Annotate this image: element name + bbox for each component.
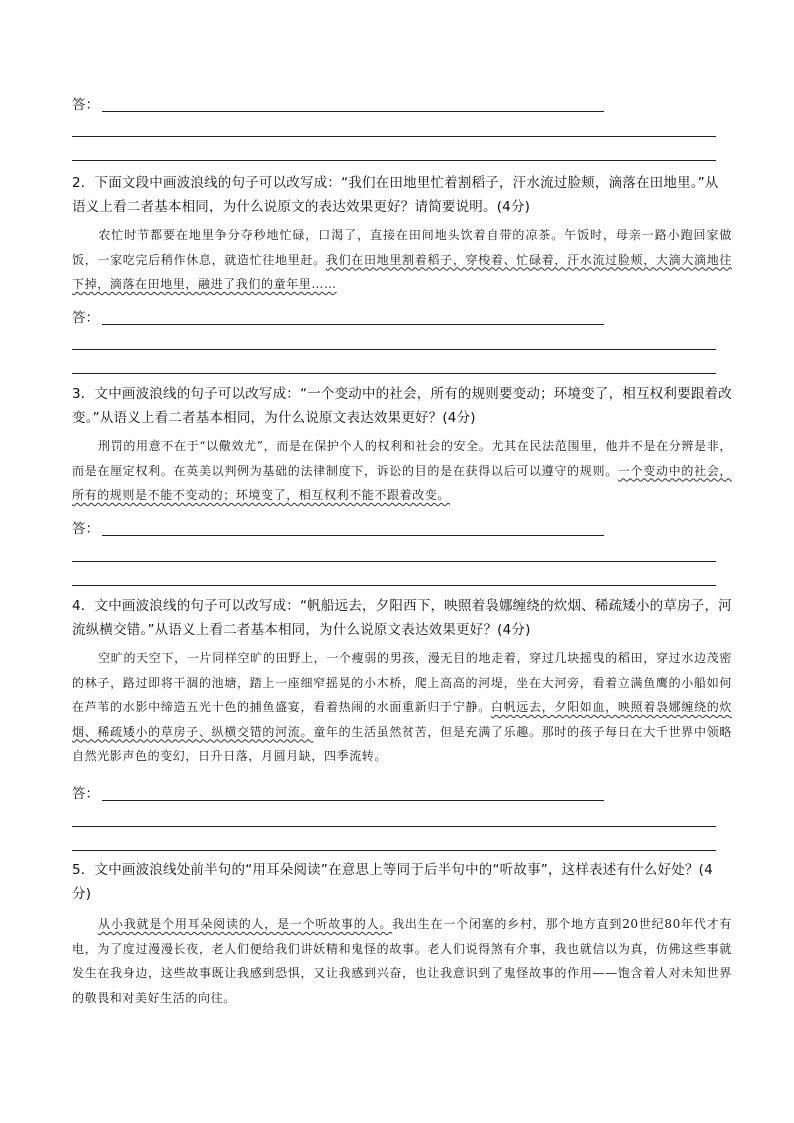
question-3: 3．文中画波浪线的句子可以改写成：“一个变动中的社会，所有的规则要变动；环境变了，相互权利要跟着改变。”从语义上看二者基本相同，为什么说原文表达效果更好？(4分) [72, 386, 732, 426]
answer-line[interactable] [72, 136, 716, 137]
answer-line[interactable] [72, 850, 716, 851]
answer-line[interactable] [102, 535, 604, 536]
passage-5-text: 我出生在一个闭塞的乡村，那个地方直到20世纪80年代才有电，为了度过漫漫长夜，老人们便给我们讲妖精和鬼怪的故事。老人们说得煞有介事，我也就信以为真，仿佛这些事就发生在我身边，这些故事既让我感到恐惧，又让我感到兴奋，也让我意识到了鬼怪故事的作用——饱含着人对未知世界的敬畏和对美好生活的向往。 [72, 917, 732, 1005]
question-5: 5．文中画波浪线处前半句的“用耳朵阅读”在意思上等同于后半句中的“听故事”，这样表述有什么好处？(4分) [72, 862, 713, 902]
passage-2 [72, 223, 732, 297]
question-4: 4．文中画波浪线的句子可以改写成：“帆船远去，夕阳西下，映照着袅娜缠绕的炊烟、稀疏矮小的草房子，河流纵横交错。”从语义上看二者基本相同，为什么说原文表达效果更好？(4分) [72, 598, 732, 638]
answer-line[interactable] [102, 800, 604, 801]
answer-line[interactable] [72, 349, 716, 350]
passage-5-wavy: 从小我就是个用耳朵阅读的人，是一个听故事的人。 [98, 917, 393, 931]
answer-line[interactable] [72, 585, 716, 586]
answer-line[interactable] [72, 160, 716, 161]
answer-label: 答： [72, 310, 99, 326]
answer-label: 答： [72, 786, 99, 802]
passage-3 [72, 434, 732, 508]
answer-line[interactable] [102, 111, 604, 112]
passage-5 [72, 912, 732, 1010]
question-2: 2．下面文段中画波浪线的句子可以改写成：“我们在田地里忙着割稻子，汗水流过脸颊，滴落在田地里。”从语义上看二者基本相同，为什么说原文的表达效果更好？请简要说明。(4分) [72, 175, 719, 215]
passage-4 [72, 646, 732, 769]
passage-4-text-before: 空旷的天空下，一片同样空旷的田野上，一个瘦弱的男孩，漫无目的地走着，穿过几块摇曳的稻田，穿过水边茂密的林子，路过即将干涸的池塘，踏上一座细窄摇晃的小木桥，爬上高高的河堤，坐在大河旁，看着立满鱼鹰的小船如何在芦苇的水影中缔造五光十色的捕鱼盛宴，看着热闹的水面重新归于宁静。 [72, 651, 732, 714]
passage-2-text: 农忙时节都要在地里争分夺秒地忙碌，口渴了，直接在田间地头饮着自带的凉茶。午饭时，母亲一路小跑回家做饭，一家吃完后稍作休息，就造忙往地里赶。 [72, 228, 732, 267]
passage-2-wavy: 我们在田地里割着稻子，穿梭着、忙碌着，汗水流过脸颊，大滴大滴地往下掉，滴落在田地里，融进了我们的童年里…… [72, 252, 732, 291]
passage-3-text: 刑罚的用意不在于“以儆效尤”，而是在保护个人的权利和社会的安全。尤其在民法范围里，他并不是在分辨是非，而是在厘定权利。在英美以判例为基础的法律制度下，诉讼的目的是在获得以后可以遵守的规则。 [72, 439, 732, 478]
answer-label: 答： [72, 521, 99, 537]
passage-4-text-after: 童年的生活虽然贫苦，但是充满了乐趣。那时的孩子每日在大千世界中领略自然光影声色的变幻，日升日落，月圆月缺，四季流转。 [72, 724, 732, 763]
passage-4-wavy: 白帆远去，夕阳如血，映照着袅娜缠绕的炊烟、稀疏矮小的草房子、纵横交错的河流。 [72, 700, 732, 739]
answer-line[interactable] [72, 373, 716, 374]
answer-line[interactable] [72, 826, 716, 827]
passage-3-wavy: 一个变动中的社会，所有的规则是不能不变动的；环境变了，相互权利不能不跟着改变。 [72, 463, 732, 502]
answer-line[interactable] [72, 561, 716, 562]
answer-line[interactable] [102, 324, 604, 325]
answer-label: 答： [72, 97, 99, 113]
